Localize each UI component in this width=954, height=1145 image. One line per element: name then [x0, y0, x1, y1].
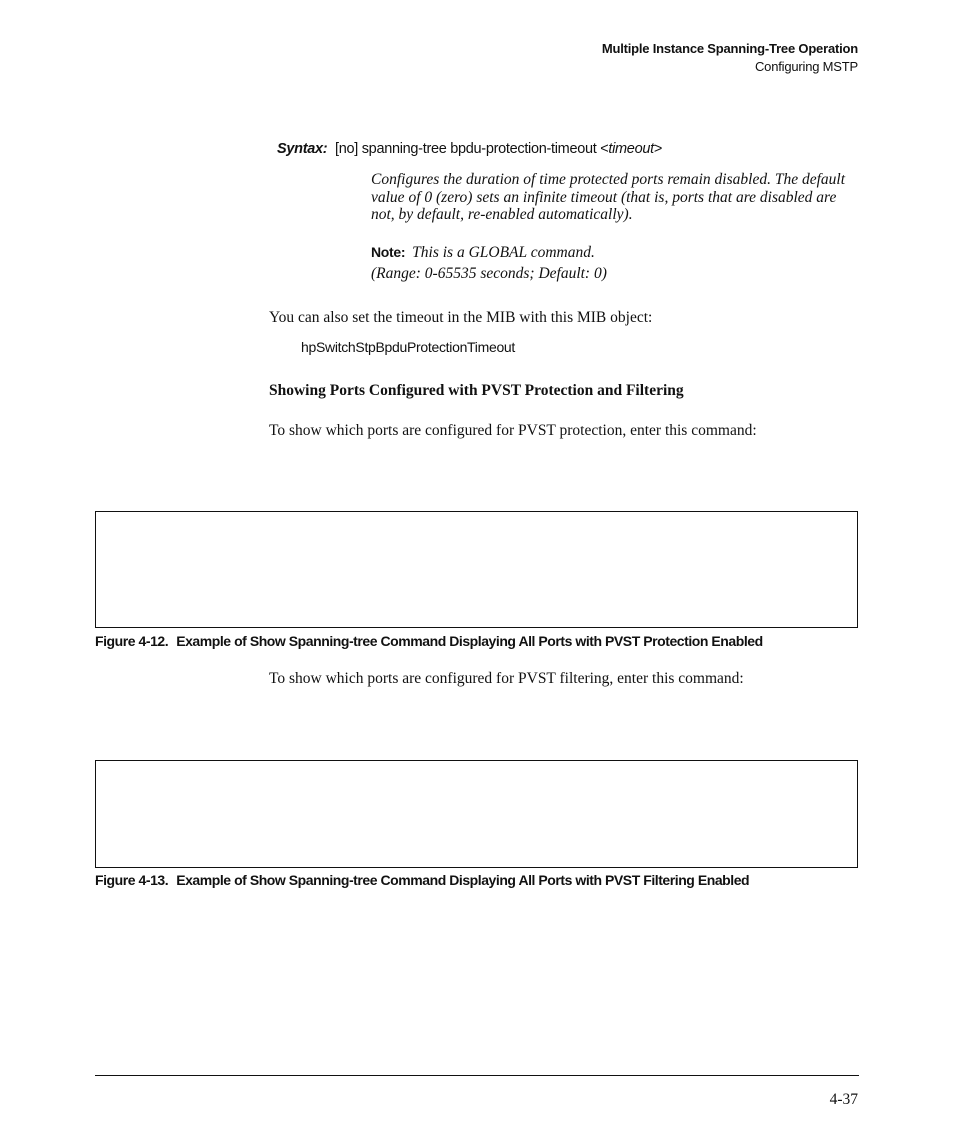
section-heading: Showing Ports Configured with PVST Protection and Filtering: [269, 382, 684, 399]
figure-4-12-caption-text: Example of Show Spanning-tree Command Displaying All Ports with PVST Protection Enabled: [176, 633, 763, 649]
page-number: 4-37: [829, 1091, 858, 1108]
syntax-command-suffix: >: [653, 141, 662, 157]
figure-4-13-box: [95, 760, 858, 868]
filtering-intro-paragraph: To show which ports are configured for PVST filtering, enter this command:: [269, 670, 744, 687]
syntax-label: Syntax:: [277, 141, 328, 157]
figure-4-13-number: Figure 4-13.: [95, 872, 169, 888]
note-label: Note:: [371, 244, 406, 260]
chapter-title: Multiple Instance Spanning-Tree Operation: [601, 41, 858, 56]
syntax-line: [277, 141, 662, 157]
protection-intro-paragraph: To show which ports are configured for PVST protection, enter this command:: [269, 422, 757, 439]
syntax-param: timeout: [608, 141, 654, 157]
mib-intro-paragraph: You can also set the timeout in the MIB with this MIB object:: [269, 309, 653, 326]
figure-4-12-number: Figure 4-12.: [95, 633, 169, 649]
figure-4-12-caption: [95, 633, 763, 649]
syntax-command-prefix: [no] spanning-tree bpdu-protection-timeout <: [335, 141, 609, 157]
mib-object-name: hpSwitchStpBpduProtectionTimeout: [301, 339, 516, 355]
section-title: Configuring MSTP: [754, 59, 858, 74]
figure-4-13-caption-text: Example of Show Spanning-tree Command Displaying All Ports with PVST Filtering Enabled: [176, 872, 750, 888]
syntax-description: Configures the duration of time protected ports remain disabled. The default value of 0 (zero) sets an infinite timeout (that is, ports that are disabled are not, by default, re-enabled automatically).: [371, 171, 846, 223]
footer-rule: [95, 1075, 859, 1076]
syntax-range: (Range: 0-65535 seconds; Default: 0): [371, 265, 607, 282]
figure-4-13-caption: [95, 872, 749, 888]
syntax-note: [371, 244, 595, 262]
figure-4-12-box: [95, 511, 858, 628]
note-text: This is a GLOBAL command.: [412, 244, 595, 261]
